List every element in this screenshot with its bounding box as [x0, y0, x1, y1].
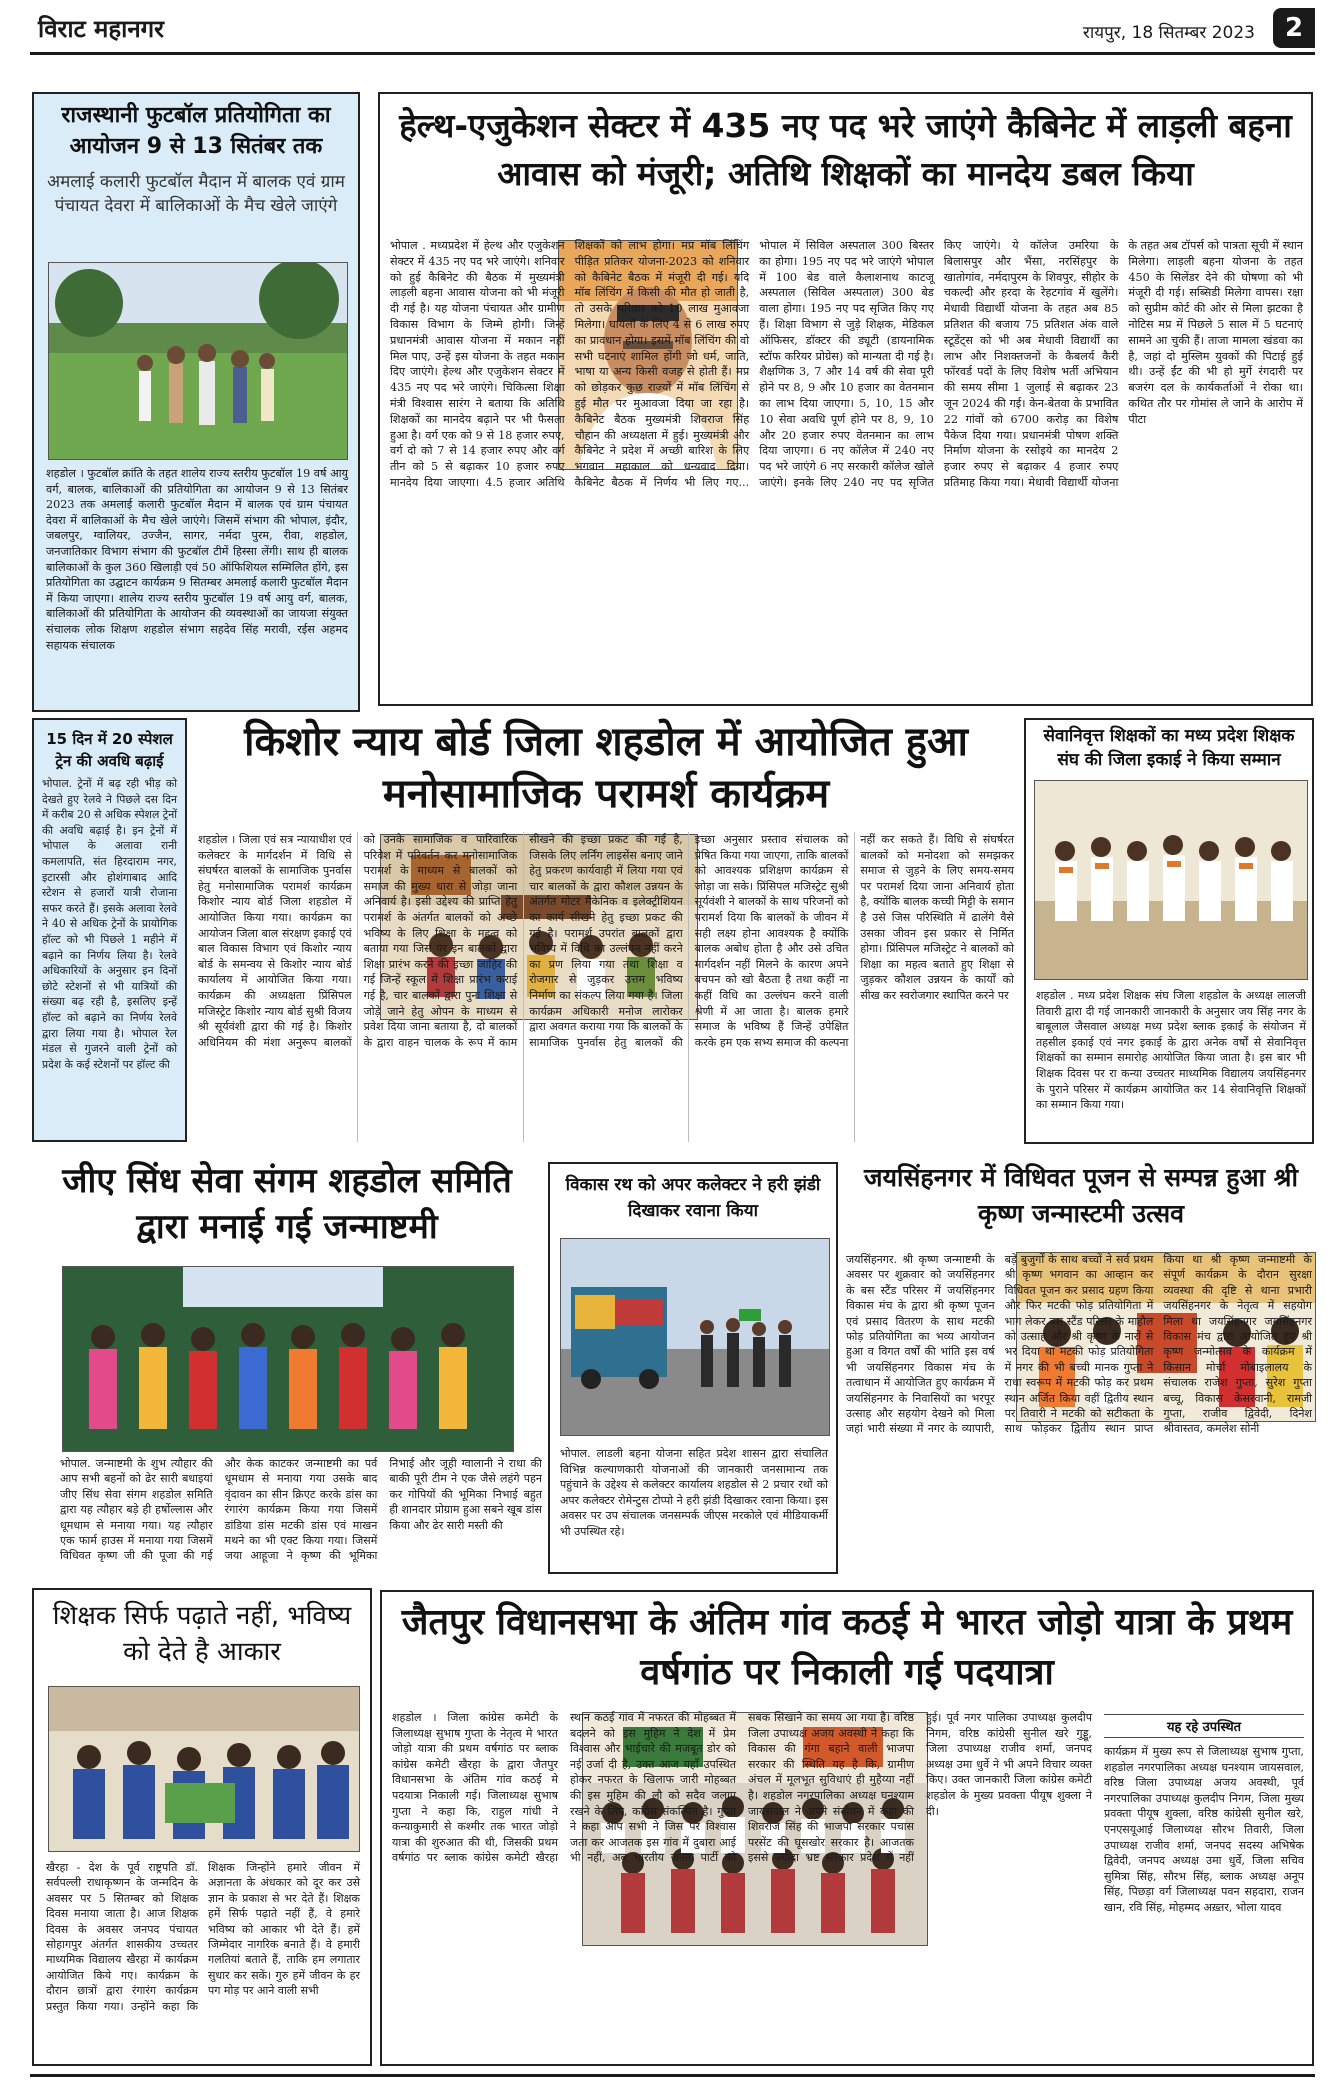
story-football [32, 92, 360, 712]
story-janmashtami-gh [32, 1158, 542, 1578]
masthead [30, 8, 1315, 55]
jaitpur-present-section [1104, 1710, 1304, 2060]
page-number: 2 [1273, 8, 1315, 48]
shikshak-photo [48, 1686, 360, 1852]
story-vikas-rath [548, 1162, 838, 1574]
story-cabinet [378, 92, 1313, 706]
shikshak-headline: शिक्षक सिर्फ पढ़ाते नहीं, भविष्य को देते है आकार [52, 1601, 352, 1667]
jaitpur-body: शहडोल । जिला कांग्रेस कमेटी के जिलाध्यक्ष सुभाष गुप्ता के नेतृत्व मे भारत जोड़ो यात्रा की प्रथम वर्षगांठ पर ब्लाक कांग्रेस कमेटी खैरहा के द्वारा जैतपुर विधानसभा के अंतिम गांव कठई मे पदयात्रा निकाली गई। जिलाध्यक्ष सुभाष गुप्ता ने कहा कि, राहुल गांधी ने कन्याकुमारी से कश्मीर तक भारत जोड़ो यात्रा की शुरुआत की थी, जिसकी प्रथम वर्षगांठ पर ब्लाक कांग्रेस कमेटी खैरहा स्थान कठई गांव में नफरत की मोहब्बत में बदलने को इस मुहिम ने देश में प्रेम विश्वास और भाईचारे की मजबूत डोर को नई उर्जा दी है, उक्त आज यहाँ उपस्थित होकर नफरत के खिलाफ जारी मोहब्बत की इस मुहिम की लौ को सदैव जलाए रखने के लिए, कांग्रेस संकल्पित है। गुप्ता ने कहा आप सभी ने जिस पर विश्वास जता कर आजतक इस गांव में दुबारा आई भी नहीं, अब भारतीय जनता पार्टी को सबक सिखाने का समय आ गया है। वरिष्ठ जिला उपाध्यक्ष अजय अवस्थी ने कहा कि विकास की गंगा बहाने वाली भाजपा सरकार की स्थिति यह है कि, ग्रामीण अंचल में मूलभूत सुविधाएं ही मुहैय्या नहीं है। शहडोल नगरपालिका अध्यक्ष घनश्याम जायसवाल ने अपने संबोधन में कहा की शिवराज सिंह की भाजपा सरकार पचास परसेंट की घूसखोर सरकार है। आजतक इससे ज्यादा भ्रष्ट सरकार प्रदेश में नहीं हुई। पूर्व नगर पालिका उपाध्यक्ष कुलदीप निगम, वरिष्ठ कांग्रेसी सुनील खरे गुड्डू, जिला उपाध्यक्ष राजीव शर्मा, जनपद अध्यक्ष उमा धुर्वे ने भी अपने विचार व्यक्त किए। उक्त जानकारी जिला कांग्रेस कमेटी शहडोल के मुख्य प्रवक्ता पीयूष शुक्ला ने दी। [392, 1711, 1092, 1865]
footer-rule [30, 2074, 1315, 2077]
jaitpur-present-body: कार्यक्रम में मुख्य रूप से जिलाध्यक्ष सुभाष गुप्ता, शहडोल नगरपालिका अध्यक्ष घनश्याम जायसवाल, वरिष्ठ जिला उपाध्यक्ष अजय अवस्थी, पूर्व नगरपालिका उपाध्यक्ष कुलदीप निगम, जिला मुख्य प्रवक्ता पीयूष शुक्ला, वरिष्ठ कांग्रेसी सुनील खरे, एनएसयूआई जिलाध्यक्ष सौरभ तिवारी, जिला उपाध्यक्ष राजीव शर्मा, जनपद सदस्य अभिषेक द्विवेदी, जनपद अध्यक्ष उमा धुर्वे, जिला सचिव सुमित्रा सिंह, सौरभ सिंह, ब्लाक अध्यक्ष अनूप सिंह, पिछड़ा वर्ग जिलाध्यक्ष पवन सहदारा, राजन खान, रवि सिंह, मोहम्मद अख़्तर, भोला यादव [1104, 1745, 1304, 1914]
teachers-honor-headline: सेवानिवृत्त शिक्षकों का मध्य प्रदेश शिक्षक संघ की जिला इकाई ने किया सम्मान [1043, 726, 1295, 770]
vikas-rath-photo [560, 1238, 830, 1436]
cabinet-body: भोपाल . मध्यप्रदेश में हेल्थ और एजुकेशन सेक्टर में 435 नए पद भरे जाएंगे। शनिवार को हुई कैबिनेट की बैठक में मुख्यमंत्री लाड़ली बहना आवास योजना को भी मंजूरी दी गई है। यह योजना पंचायत और ग्रामीण विकास विभाग के जिम्मे होगी। जिन्हें प्रधानमंत्री आवास योजना में मकान नहीं मिल पाए, उन्हें इस योजना के तहत मकान दिए जाएंगे। हेल्थ और एजुकेशन सेक्टर में 435 नए पद भरे जाएंगे। चिकित्सा शिक्षा मंत्री विश्वास सारंग ने बताया कि अतिथि शिक्षकों का मानदेय बढ़ाने पर भी फैसला हुआ है। वर्ग एक को 9 से 18 हजार रुपए, वर्ग दो को 7 से 14 हजार रुपए और वर्ग तीन को 5 से बढ़ाकर 10 हजार रुपए मानदेय दिया जाएगा। 4.5 हजार अतिथि शिक्षकों को लाभ होगा। मप्र मॉब लिंचिंग पीड़ित प्रतिकर योजना-2023 को शनिवार को कैबिनेट बैठक में मंजूरी दी गई। यदि मॉब लिंचिंग में किसी की मौत हो जाती है, तो उसके परिवार को 10 लाख मुआवजा मिलेगा। घायलों के लिए 4 से 6 लाख रुपए का प्रावधान होगा। इसमें मॉब लिंचिंग की वो सभी घटनाएं शामिल होंगी जो धर्म, जाति, भाषा या अन्य किसी वजह से होती हैं। मप्र को छोड़कर कुछ राज्यों में मॉब लिंचिंग से हुई मौत पर मुआवजा दिया जा रहा है। कैबिनेट बैठक मुख्यमंत्री शिवराज सिंह चौहान की अध्यक्षता में हुई। मुख्यमंत्री और कैबिनेट ने प्रदेश में अच्छी बारिश के लिए भगवान महाकाल को धन्यवाद दिया। कैबिनेट बैठक में निर्णय भी लिए गए... भोपाल में सिविल अस्पताल 300 बिस्तर का होगा। 195 नए पद भरे जाएंगे भोपाल में 100 बेड वाले कैलाशनाथ काटजू अस्पताल (सिविल अस्पताल) 300 बेड वाला होगा। 195 नए पद सृजित किए गए हैं। शिक्षा विभाग से जुड़े शिक्षक, मेडिकल ऑफिसर, डॉक्टर की ड्यूटी (डायनामिक स्टॉफ करियर प्रोग्रेस) को मान्यता दी गई है। शैक्षणिक 3, 7 और 14 वर्ष की सेवा पूरी होने पर 8, 9 और 10 हजार का वेतनमान का लाभ दिया जाएगा। 5, 10, 15 और 10 सेवा अवधि पूर्ण होने पर 8, 9, 10 और 20 हजार रुपए वेतनमान का लाभ दिया जाएगा। 6 नए कॉलेज में 240 नए पद भरे जाएंगे 6 नए सरकारी कॉलेज खोले जाएंगे। इनके लिए 240 नए पद सृजित किए जाएंगे। ये कॉलेज उमरिया के बिलासपुर और भैंसा, नरसिंहपुर के खातोगांव, नर्मदापुरम के शिवपुर, सीहोर के चकल्दी और हरदा के रेहटगांव में खुलेंगे। मेधावी विद्यार्थी योजना के तहत अब 85 प्रतिशत की बजाय 75 प्रतिशत अंक वाले स्टूडेंट्स को भी अब मेधावी विद्यार्थी का लाभ और निशक्तजनों के कैबलर्य कैरी फॉरवर्ड पदों के लिए विशेष भर्ती अभियान की समय सीमा 1 जुलाई से बढ़ाकर 23 जून 2024 की गई। केन-बेतवा के प्रभावित 22 गांवों को 6700 करोड़ का विशेष पैकेज दिया गया। प्रधानमंत्री पोषण शक्ति निर्माण योजना के रसोइये का मानदेय 2 हजार रुपए से बढ़ाकर 4 हजार रुपए प्रतिमाह किया गया। मेधावी विद्यार्थी योजना के तहत अब टॉपर्स को पात्रता सूची में स्थान मिलेगा। लाड़ली बहना योजना के तहत 450 के सिलेंडर देने की घोषणा को भी मंजूरी दी गई। सब्सिडी मिलेगा वापस। रक्षा को सुप्रीम कोर्ट की ओर से मिला झटका है नोटिस मप्र में पिछले 5 साल में 5 घटनाएं सामने आ चुकी हैं। ताजा मामला खंडवा का है, जहां दो मुस्लिम युवकों की पिटाई हुई थी। उन्हें ईंट की भी हो मुर्गे रंगदारी पर बजरंग दल के कार्यकर्ताओं ने रोका था। कथित तौर पर गोमांस ले जाने के आरोप में पीटा [390, 239, 1303, 489]
janmashtami-gh-headline: जीए सिंध सेवा संगम शहडोल समिति द्वारा मनाई गई जन्माष्टमी [62, 1161, 512, 1247]
jaitpur-headline: जैतपुर विधानसभा के अंतिम गांव कठई मे भारत जोड़ो यात्रा के प्रथम वर्षगांठ पर निकाली गई पदयात्रा [401, 1602, 1293, 1693]
football-subhead: अमलाई कलारी फुटबॉल मैदान में बालक एवं ग्राम पंचायत देवरा में बालिकाओं के मैच खेले जाएंगे [47, 172, 345, 216]
issue-date: रायपुर, 18 सितम्बर 2023 [1082, 23, 1255, 43]
story-kishore [196, 716, 1016, 1144]
teachers-honor-body: शहडोल . मध्य प्रदेश शिक्षक संघ जिला शहडोल के अध्यक्ष लालजी तिवारी द्वारा दी गई जानकारी जानकारी के अनुसार जय सिंह नगर के बाबूलाल जैसवाल अध्यक्ष मध्य प्रदेश ब्लाक इकाई के संयोजन में तहसील इकाई एवं नगर इकाई के द्वारा अनेक वर्षों से सेवानिवृत्त शिक्षकों का सम्मान समारोह आयोजित किया जाता है। इस बार भी शिक्षक दिवस पर रा कन्या उच्चतर माध्यमिक विद्यालय जयसिंहनगर के पुराने परिसर में कार्यक्रम आयोजित कर 14 सेवानिवृत्ति शिक्षकों का सम्मान किया गया। [1036, 989, 1306, 1112]
trains-headline: 15 दिन में 20 स्पेशल ट्रेन की अवधि बढ़ाई [46, 730, 173, 770]
janmashtami-gh-body: भोपाल. जन्माष्टमी के शुभ त्यौहार की आप सभी बहनों को ढेर सारी बधाइयां जीए सिंध सेवा संगम शहडोल समिति द्वारा यह त्यौहार बड़े ही हर्षोल्लास और धूमधाम से मनाया गया। यह त्यौहार एक फार्म हाउस में मनाया गया जिसमें विधिवत कृष्ण जी की पूजा की गई और केक काटकर जन्माष्टमी का पर्व धूमधाम से मनाया गया उसके बाद वृंदावन का सीन क्रिएट करके डांस का रंगारंग कार्यक्रम किया गया जिसमें डांडिया डांस मटकी डांस एवं माखन मथने का भी एक्ट किया गया। जिसमें जया आहूजा ने कृष्ण की भूमिका निभाई और जूही ग्वालानी ने राधा की बाकी पूरी टीम ने एक जैसे लहंगे पहन कर गोपियों की भूमिका निभाई बहुत ही शानदार प्रोग्राम हुआ सबने खूब डांस किया और ढेर सारी मस्ती की [60, 1457, 542, 1563]
story-teachers-honor [1024, 718, 1314, 1144]
jaitpur-present-title: यह रहे उपस्थित [1104, 1714, 1304, 1738]
football-photo [48, 262, 348, 460]
shikshak-body: खैरहा - देश के पूर्व राष्ट्रपति डॉ. सर्वपल्ली राधाकृष्णन के जन्मदिन के अवसर पर 5 सितम्बर को शिक्षक दिवस मनाया जाता है। आज शिक्षक दिवस के अवसर जनपद पंचायत सोहागपुर अंतर्गत शासकीय उच्चतर माध्यमिक विद्यालय खैरहा में कार्यक्रम आयोजित किये गए। कार्यक्रम के दौरान छात्रों द्वारा रंगारंग कार्यक्रम प्रस्तुत किया गया। उन्होंने कहा कि शिक्षक जिन्होंने हमारे जीवन में अज्ञानता के अंधकार को दूर कर उसे ज्ञान के प्रकाश से भर देते हैं। शिक्षक हमें सिर्फ पढ़ाते नहीं हैं, वे हमारे भविष्य को आकार भी देते हैं। हमें जिम्मेदार नागरिक बनाते हैं। वे हमारी गलतियां बताते हैं, ताकि हम लगातार सुधार कर सकें। गुरु हमें जीवन के हर पग मोड़ पर आने वाली सभी [46, 1861, 360, 2013]
trains-body: भोपाल. ट्रेनों में बढ़ रही भीड़ को देखते हुए रेलवे ने पिछले दस दिन में करीब 20 से अधिक स्पेशल ट्रेनों की अवधि बढ़ाई है। इन ट्रेनों में भोपाल के अलावा रानी कमलापति, संत हिरदाराम नगर, इटारसी और होशंगाबाद आदि स्टेशन से हजारों यात्री रोजाना सफर करते हैं। इसके अलावा रेलवे ने 40 से अधिक ट्रेनों के प्रायोगिक हॉल्ट को भी पिछले 1 महीने में बढ़ाने का निर्णय लिया है। रेलवे अधिकारियों के अनुसार इन दिनों छोटे स्टेशनों से भी यात्रियों की संख्या बढ़ रही है, इसलिए इन्हें हॉल्ट को बढ़ाने का निर्णय रेलवे द्वारा लिया गया है। भोपाल रेल मंडल से गुजरने वाली ट्रेनों को प्रदेश के कई स्टेशनों पर हॉल्ट की [42, 777, 177, 1071]
story-jaitpur [380, 1590, 1314, 2066]
teachers-honor-photo [1034, 780, 1308, 980]
vikas-rath-body: भोपाल. लाडली बहना योजना सहित प्रदेश शासन द्वारा संचालित विभिन्न कल्याणकारी योजनाओं की जानकारी जनसामान्य तक पहुंचाने के उद्देश्य से कलेक्टर कार्यालय शहडोल से 2 प्रचार रथों को अपर कलेक्टर रोमेन्टुस टोप्पो ने हरी झंडी दिखाकर रवाना किया। इस अवसर पर उप संचालक जनसम्पर्क जीएस मरकोले एवं मीडियाकर्मी भी उपस्थित रहे। [560, 1447, 828, 1538]
football-headline: राजस्थानी फुटबॉल प्रतियोगिता का आयोजन 9 से 13 सितंबर तक [61, 103, 331, 159]
jaisinghnagar-headline: जयसिंहनगर में विधिवत पूजन से सम्पन्न हुआ श्री कृष्ण जन्मास्टमी उत्सव [864, 1163, 1298, 1228]
story-jaisinghnagar [846, 1160, 1316, 1576]
story-trains [32, 718, 187, 1142]
newspaper-brand: विराट महानगर [38, 15, 165, 43]
kishore-headline: किशोर न्याय बोर्ड जिला शहडोल में आयोजित हुआ मनोसामाजिक परामर्श कार्यक्रम [244, 719, 968, 817]
story-shikshak [32, 1588, 372, 2066]
vikas-rath-headline: विकास रथ को अपर कलेक्टर ने हरी झंडी दिखाकर रवाना किया [565, 1175, 821, 1221]
jaisinghnagar-body: जयसिंहनगर. श्री कृष्ण जन्माष्टमी के अवसर पर शुक्रवार को जयसिंहनगर के बस स्टैंड परिसर में जयसिंहनगर विकास मंच के द्वारा श्री कृष्ण पूजन एवं प्रसाद वितरण के साथ मटकी फोड़ प्रतियोगिता का भव्य आयोजन हुआ व विगत वर्षों की भांति इस वर्ष भी जयसिंहनगर विकास मंच के तत्वाधान में आयोजित हुए कार्यक्रम में जयसिंहनगर के निवासियों का भरपूर उत्साह और सहयोग देखने को मिला जहां भारी संख्या में नगर के व्यापारी, बड़े बुजुर्गों के साथ बच्चों ने सर्व प्रथम श्री कृष्ण भगवान का आव्हान कर विधिवत पूजन कर प्रसाद ग्रहण किया और फिर मटकी फोड़ प्रतियोगिता में भाग लेकर बस स्टैंड परिसर के माहौल को उत्साह और श्री कृष्ण के नारों से भर दिया था मटकी फोड़ प्रतियोगिता में नगर की भी बच्ची मानक गुप्ता ने राधा स्वरूप में मटकी फोड़ कर प्रथम स्थान अर्जित किया वहीं द्वितीय स्थान पर तिवारी ने मटकी को सटीकता के साथ फोड़कर द्वितीय स्थान प्राप्त किया था श्री कृष्ण जन्माष्टमी के संपूर्ण कार्यक्रम के दौरान सुरक्षा व्यवस्था की दृष्टि से थाना प्रभारी जयसिंहनगर के नेतृत्व में सहयोग मिला था जयसिंहनगर जयसिंहनगर विकास मंच द्वारा आयोजित हुए श्री कृष्ण जन्मोत्सव के कार्यक्रम में किसान मोर्चा मोबाइलालय के संचालक राजेश गुप्ता, सुरेश गुप्ता बच्चू, विकास केसरवानी, रामजी गुप्ता, राजीव द्विवेदी, दिनेश श्रीवास्तव, कमलेश सोनी [846, 1253, 1312, 1436]
janmashtami-gh-photo [62, 1266, 514, 1452]
cabinet-headline: हेल्थ-एजुकेशन सेक्टर में 435 नए पद भरे जाएंगे कैबिनेट में लाड़ली बहना आवास को मंजूरी; अतिथि शिक्षकों का मानदेय डबल किया [399, 106, 1292, 193]
kishore-body: शहडोल । जिला एवं सत्र न्यायाधीश एवं कलेक्टर के मार्गदर्शन में विधि से संघर्षरत बालकों के सामाजिक पुनर्वास हेतु मनोसामाजिक परामर्श कार्यक्रम किशोर न्याय बोर्ड जिला शहडोल में आयोजित किया गया। कार्यक्रम का आयोजन जिला बाल संरक्षण इकाई एवं बाल विकास विभाग एवं किशोर न्याय बोर्ड के समन्वय से किशोर न्याय बोर्ड कार्यालय में आयोजित किया गया। कार्यक्रम की अध्यक्षता प्रिंसिपल मजिस्ट्रेट किशोर न्याय बोर्ड सुश्री विजय श्री सूर्यवंशी द्वारा की गई है। किशोर अधिनियम की मंशा अनुरूप बालकों को उनके सामाजिक व पारिवारिक परिवेश में परिवर्तन कर मनोसामाजिक परामर्श के माध्यम से बालकों को समाज की मुख्य धारा से जोड़ा जाना अनिवार्य है। इसी उद्देश्य की प्राप्ति हेतु परामर्श के अंतर्गत बालकों को अच्छे भविष्य के लिए शिक्षा के महत्व को बताया गया जिस पर इन बालकों द्वारा शिक्षा प्रारंभ करने की इच्छा जाहिर की गई जिन्हें स्कूल में शिक्षा प्रारंभ कराई गई है, चार बालकों द्वारा पुनः शिक्षा से जोड़े जाने हेतु ओपन के माध्यम से प्रवेश दिया जाना बताया है, दो बालकों के द्वारा वाहन चालक के रूप में काम सीखने की इच्छा प्रकट की गई है, जिसके लिए लर्निंग लाइसेंस बनाए जाने हेतु प्रकरण कार्यवाही में लिया गया एवं चार बालकों के द्वारा कौशल उन्नयन के अंतर्गत मोटर मैकेनिक व इलेक्ट्रीशियन का कार्य सीखने हेतु इच्छा प्रकट की गई है। परामर्श उपरांत बालकों द्वारा भविष्य में विधि का उल्लंघन नहीं करने का प्रण लिया गया तथा शिक्षा व रोजगार से जुड़कर उत्तम भविष्य निर्माण का संकल्प लिया गया है। जिला कार्यक्रम अधिकारी मनोज लारोकर द्वारा अवगत कराया गया कि बालकों के सामाजिक पुनर्वास हेतु बालकों की इच्छा अनुसार प्रस्ताव संचालक को प्रेषित किया गया जाएगा, ताकि बालकों को आवश्यक प्रशिक्षण कार्यक्रम से जोड़ा जा सके। प्रिंसिपल मजिस्ट्रेट सुश्री सूर्यवंशी ने बालकों के साथ परिजनों को परामर्श दिया कि बालकों के जीवन में सही लक्ष्य होना आवश्यक है क्योंकि बालक अबोध होता है और उसे उचित मार्गदर्शन नहीं मिलने के कारण अपने बचपन को खो बैठता है तथा कहीं ना कहीं विधि का उल्लंघन करने वाली श्रेणी में आ जाता है। बालक हमारे समाज के भविष्य हैं जिन्हें उपेक्षित करके हम एक सभ्य समाज की कल्पना नहीं कर सकते हैं। विधि से संघर्षरत बालकों को मनोदशा को समझकर समाज से जुड़ने के लिए समय-समय पर परामर्श दिया जाना अनिवार्य होता है, क्योंकि बालक कच्ची मिट्टी के समान है उसे जिस परिस्थिति में ढालेंगे वैसे उसका जीवन इस प्रकार से निर्मित होगा। प्रिंसिपल मजिस्ट्रेट ने बालकों को शिक्षा का महत्व बताते हुए शिक्षा से जुड़कर कौशल उन्नयन के कार्यों को सीख कर स्वरोजगार स्थापित करने पर [198, 833, 1014, 1049]
football-body: शहडोल । फुटबॉल क्रांति के तहत शालेय राज्य स्तरीय फुटबॉल 19 वर्ष आयु वर्ग, बालक, बालिकाओं की प्रतियोगिता का आयोजन 9 से 13 सितंबर 2023 तक अमलाई कलारी फुटबॉल मैदान में बालक एवं ग्राम पंचायत देवरा में बालिकाओं के मैच खेले जाएंगे। जिसमें संभाग की भोपाल, इंदौर, जबलपुर, ग्वालियर, उज्जैन, सागर, नर्मदा पुरम, रीवा, शहडोल, जनजातिकार विभाग संभाग की फुटबॉल टीमें हिस्सा लेंगी। साथ ही बालक बालिकाओं के कुल 360 खिलाड़ी एवं 50 ऑफिशियल सम्मिलित होंगे, इस प्रतियोगिता का उद्घाटन कार्यक्रम 9 सितम्बर अमलाई कलारी फुटबॉल मैदान में किया जाएगा। शालेय राज्य स्तरीय फुटबॉल 19 वर्ष आयु वर्ग, बालक, बालिकाओं की प्रतियोगिता के आयोजन की व्यवस्थाओं का जायजा संयुक्त संचालक लोक शिक्षण शहडोल संभाग सहदेव सिंह मरावी, रईस अहमद सहायक संचालक [46, 467, 348, 652]
